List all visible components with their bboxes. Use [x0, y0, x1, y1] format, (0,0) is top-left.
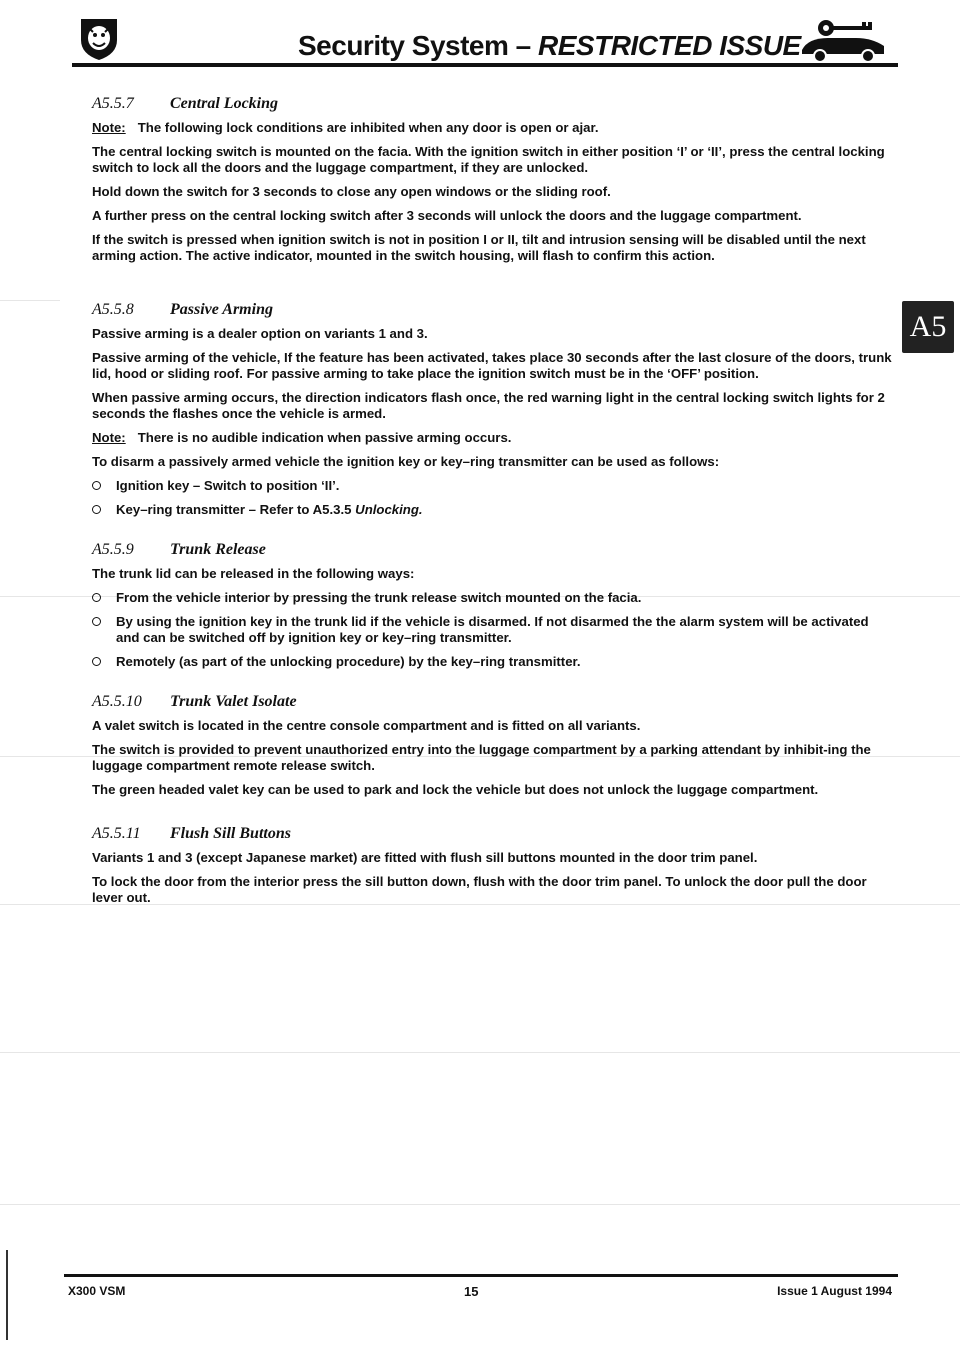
section-title: Trunk Valet Isolate	[170, 693, 297, 710]
section-number: A5.5.7	[92, 95, 134, 112]
footer-document-id: X300 VSM	[68, 1284, 126, 1298]
list-item-text: By using the ignition key in the trunk lid if the vehicle is disarmed. If not disarmed the the alarm system will be activated and can be switched off by ignition key or key–ring transmitter.	[116, 614, 869, 645]
jaguar-shield-logo-icon	[78, 16, 120, 62]
section-number: A5.5.10	[92, 693, 142, 710]
list-item-text: Remotely (as part of the unlocking procedure) by the key–ring transmitter.	[116, 654, 581, 669]
section-trunk-release	[92, 542, 892, 678]
section-number: A5.5.11	[92, 825, 141, 842]
list-item-text: Ignition key – Switch to position ‘II’.	[116, 478, 340, 493]
paragraph: If the switch is pressed when ignition switch is not in position I or II, tilt and intrusion sensing will be disabled until the next arming action. The active indicator, mounted in the switch housing, will flash to confirm this action.	[92, 232, 866, 263]
list-item	[92, 478, 892, 494]
note-text: The following lock conditions are inhibited when any door is open or ajar.	[137, 120, 599, 135]
bullet-icon	[92, 505, 101, 514]
list-item	[92, 654, 892, 670]
note-paragraph	[92, 120, 892, 136]
section-title: Trunk Release	[170, 541, 266, 558]
paragraph: When passive arming occurs, the direction indicators flash once, the red warning light in the central locking switch lights for 2 seconds the flashes once the vehicle is armed.	[92, 390, 885, 421]
footer-issue-date: Issue 1 August 1994	[777, 1284, 892, 1298]
section-trunk-valet-isolate	[92, 694, 892, 806]
title-main: Security System –	[298, 30, 539, 61]
scan-rule	[0, 1052, 960, 1053]
note-text: There is no audible indication when passive arming occurs.	[137, 430, 512, 445]
list-item-text: From the vehicle interior by pressing the trunk release switch mounted on the facia.	[116, 590, 642, 605]
section-number: A5.5.8	[92, 301, 134, 318]
section-heading	[92, 96, 892, 112]
paragraph: Passive arming is a dealer option on variants 1 and 3.	[92, 326, 428, 341]
page-title	[298, 30, 801, 62]
paragraph: To disarm a passively armed vehicle the ignition key or key–ring transmitter can be used as follows:	[92, 454, 720, 469]
section-passive-arming	[92, 302, 892, 526]
paragraph: A valet switch is located in the centre console compartment and is fitted on all variants.	[92, 718, 641, 733]
note-label: Note:	[92, 430, 126, 445]
cross-reference: Unlocking.	[355, 502, 423, 517]
paragraph: The trunk lid can be released in the following ways:	[92, 566, 415, 581]
section-heading	[92, 826, 892, 842]
paragraph: Hold down the switch for 3 seconds to close any open windows or the sliding roof.	[92, 184, 611, 199]
bullet-icon	[92, 617, 101, 626]
title-restricted: RESTRICTED ISSUE	[538, 30, 801, 61]
paragraph: The green headed valet key can be used to park and lock the vehicle but does not unlock the luggage compartment.	[92, 782, 819, 797]
section-flush-sill-buttons	[92, 826, 892, 914]
note-paragraph	[92, 430, 892, 446]
bullet-icon	[92, 593, 101, 602]
section-tab-a5: A5	[902, 301, 954, 353]
scan-rule	[0, 300, 60, 301]
list-item-text: Key–ring transmitter – Refer to A5.3.5	[116, 502, 356, 517]
section-title: Passive Arming	[170, 301, 273, 318]
section-title: Central Locking	[170, 95, 279, 112]
section-heading	[92, 302, 892, 318]
paragraph: To lock the door from the interior press the sill button down, flush with the door trim panel. To unlock the door pull the door lever out.	[92, 874, 867, 905]
header-rule	[72, 63, 898, 67]
list-item	[92, 502, 892, 518]
section-central-locking	[92, 96, 892, 272]
section-title: Flush Sill Buttons	[170, 825, 291, 842]
note-label: Note:	[92, 120, 126, 135]
list-item	[92, 590, 892, 606]
bullet-icon	[92, 657, 101, 666]
page-number: 15	[464, 1284, 479, 1299]
page-header	[60, 10, 900, 64]
paragraph: A further press on the central locking switch after 3 seconds will unlock the doors and the luggage compartment.	[92, 208, 802, 223]
car-key-icon	[798, 16, 888, 64]
paragraph: The switch is provided to prevent unauthorized entry into the luggage compartment by a parking attendant by inhibit-ing the luggage compartment remote release switch.	[92, 742, 871, 773]
paragraph: Variants 1 and 3 (except Japanese market) are fitted with flush sill buttons mounted in the door trim panel.	[92, 850, 758, 865]
list-item	[92, 614, 892, 646]
section-heading	[92, 694, 892, 710]
scan-edge-mark	[6, 1250, 8, 1340]
bullet-icon	[92, 481, 101, 490]
footer-rule	[64, 1274, 898, 1277]
section-number: A5.5.9	[92, 541, 134, 558]
scan-rule	[0, 1204, 960, 1205]
section-heading	[92, 542, 892, 558]
paragraph: Passive arming of the vehicle, If the feature has been activated, takes place 30 seconds after the last closure of the doors, trunk lid, hood or sliding roof. For passive arming to take place the ignition switch must be in the ‘OFF’ position.	[92, 350, 892, 381]
paragraph: The central locking switch is mounted on the facia. With the ignition switch in either position ‘I’ or ‘II’, press the central locking switch to lock all the doors and the luggage compartment, if they are unlocked.	[92, 144, 885, 175]
